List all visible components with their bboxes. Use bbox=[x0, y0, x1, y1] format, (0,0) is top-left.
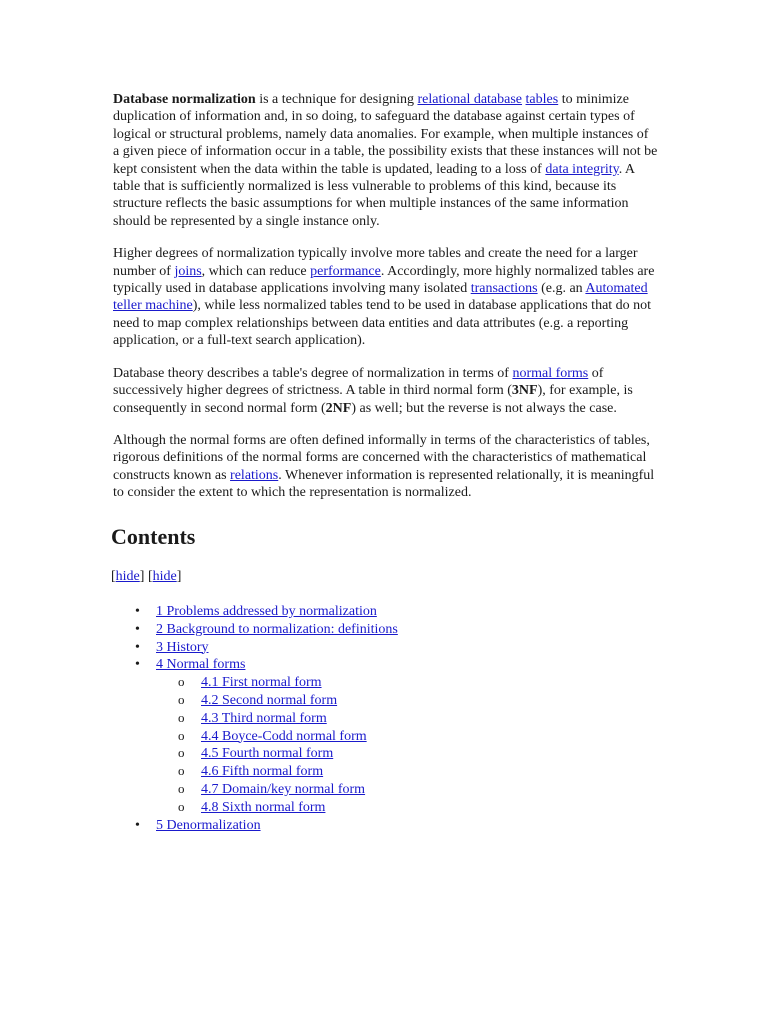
text-run: Although the normal forms are often defined informally in terms of the characteristics of tables, rigorous definitions of the normal forms are concerned with the characteristics of mathematical constructs known as bbox=[113, 432, 650, 483]
toc-link-history[interactable]: 3 History bbox=[156, 639, 209, 655]
link-transactions[interactable]: transactions bbox=[470, 281, 538, 297]
text-run: Higher degrees of normalization typically involve more tables and create the need for a larger number of bbox=[113, 246, 638, 279]
bullet-icon: • bbox=[135, 657, 140, 673]
circle-bullet-icon: o bbox=[178, 745, 185, 761]
toc-link-4nf[interactable]: 4.5 Fourth normal form bbox=[201, 746, 334, 762]
text-run: Database theory describes a table's degree of normalization in terms of bbox=[113, 365, 513, 381]
toc-item bbox=[113, 817, 658, 835]
toc-link-3nf[interactable]: 4.3 Third normal form bbox=[201, 710, 327, 726]
term-bold: Database normalization bbox=[113, 92, 256, 107]
toc-link-bcnf[interactable]: 4.4 Boyce-Codd normal form bbox=[201, 728, 367, 744]
link-relational-database[interactable]: relational database bbox=[417, 92, 523, 107]
toc-link-denormalization[interactable]: 5 Denormalization bbox=[156, 817, 261, 833]
bracket: ] [ bbox=[139, 568, 153, 584]
text-run: is a technique for designing bbox=[255, 92, 418, 107]
toc-subitem bbox=[156, 710, 658, 728]
text-run: , which can reduce bbox=[201, 263, 311, 279]
term-2nf: 2NF bbox=[325, 400, 352, 416]
toc-item bbox=[113, 603, 658, 621]
text-run: of successively higher degrees of strictness. A table in third normal form ( bbox=[113, 365, 604, 399]
link-performance[interactable]: performance bbox=[310, 263, 381, 279]
toc-link-dknf[interactable]: 4.7 Domain/key normal form bbox=[201, 781, 366, 797]
text-run: ), while less normalized tables tend to be used in database applications that do not need to map complex relationships between data entities and data attributes (e.g. a reporting application, or a full-text search application). bbox=[113, 298, 652, 349]
bracket: [ bbox=[111, 568, 116, 584]
toc-subitem bbox=[156, 674, 658, 692]
toc-sublist bbox=[156, 674, 658, 816]
relations-paragraph bbox=[113, 432, 658, 502]
toc-subitem bbox=[156, 728, 658, 746]
contents-heading: Contents bbox=[111, 523, 196, 549]
bullet-icon: • bbox=[135, 817, 140, 833]
circle-bullet-icon: o bbox=[178, 674, 185, 690]
toc-link-6nf[interactable]: 4.8 Sixth normal form bbox=[201, 799, 326, 815]
link-data-integrity[interactable]: data integrity bbox=[545, 161, 619, 177]
toc-item bbox=[113, 621, 658, 639]
circle-bullet-icon: o bbox=[178, 691, 185, 707]
circle-bullet-icon: o bbox=[178, 763, 185, 779]
toc-subitem bbox=[156, 692, 658, 710]
circle-bullet-icon: o bbox=[178, 727, 185, 743]
toc-subitem bbox=[156, 781, 658, 799]
toc-subitem bbox=[156, 799, 658, 817]
toc-link-2nf[interactable]: 4.2 Second normal form bbox=[201, 692, 338, 708]
link-tables[interactable]: tables bbox=[525, 92, 559, 107]
text-run: ) as well; but the reverse is not always the case. bbox=[351, 400, 617, 416]
link-relations[interactable]: relations bbox=[230, 467, 279, 483]
toc-subitem bbox=[156, 763, 658, 781]
table-of-contents bbox=[113, 603, 658, 834]
term-3nf: 3NF bbox=[511, 383, 538, 399]
circle-bullet-icon: o bbox=[178, 798, 185, 814]
normalization-degrees-paragraph bbox=[113, 245, 658, 349]
text-run: ), for example, is consequently in second normal form ( bbox=[113, 383, 633, 416]
toc-link-1nf[interactable]: 4.1 First normal form bbox=[201, 675, 322, 691]
intro-paragraph bbox=[113, 91, 658, 230]
text-run: . Accordingly, more highly normalized tables are typically used in database applications involving many isolated bbox=[113, 263, 655, 297]
toc-item bbox=[113, 656, 658, 816]
bullet-icon: • bbox=[135, 621, 140, 637]
bullet-icon: • bbox=[135, 603, 140, 619]
text-run: . A table that is sufficiently normalized is less vulnerable to problems of this kind, because its structure reflects the basic assumptions for when multiple instances of the same information should be represented by a single instance only. bbox=[113, 161, 635, 229]
toc-link-background[interactable]: 2 Background to normalization: definitions bbox=[156, 621, 398, 637]
toc-subitem bbox=[156, 745, 658, 763]
circle-bullet-icon: o bbox=[178, 709, 185, 725]
bullet-icon: • bbox=[135, 639, 140, 655]
text-run: . Whenever information is represented relationally, it is meaningful to consider the extent to which the representation is normalized. bbox=[113, 467, 655, 501]
toc-item bbox=[113, 639, 658, 657]
toc-link-5nf[interactable]: 4.6 Fifth normal form bbox=[201, 764, 324, 780]
bracket: ] bbox=[176, 568, 182, 584]
link-automated-teller-machine[interactable]: Automated teller machine bbox=[113, 281, 648, 314]
link-joins[interactable]: joins bbox=[174, 263, 202, 279]
normal-forms-paragraph bbox=[113, 365, 658, 417]
article-body bbox=[113, 91, 658, 834]
link-normal-forms[interactable]: normal forms bbox=[512, 365, 589, 381]
hide-link[interactable]: hide bbox=[115, 568, 140, 584]
text-run: (e.g. an bbox=[537, 281, 586, 297]
toc-toggle bbox=[111, 568, 658, 585]
circle-bullet-icon: o bbox=[178, 780, 185, 796]
toc-link-problems[interactable]: 1 Problems addressed by normalization bbox=[156, 603, 377, 619]
text-run: to minimize duplication of information and, in so doing, to safeguard the database against certain types of logical or structural problems, namely data anomalies. For example, when multiple instances of a given piece of information occur in a table, the possibility exists that these instances will not be kept consistent when the data within the table is updated, leading to a loss of bbox=[113, 92, 658, 177]
toc-link-normal-forms[interactable]: 4 Normal forms bbox=[156, 657, 246, 673]
hide-link[interactable]: hide bbox=[152, 568, 177, 584]
